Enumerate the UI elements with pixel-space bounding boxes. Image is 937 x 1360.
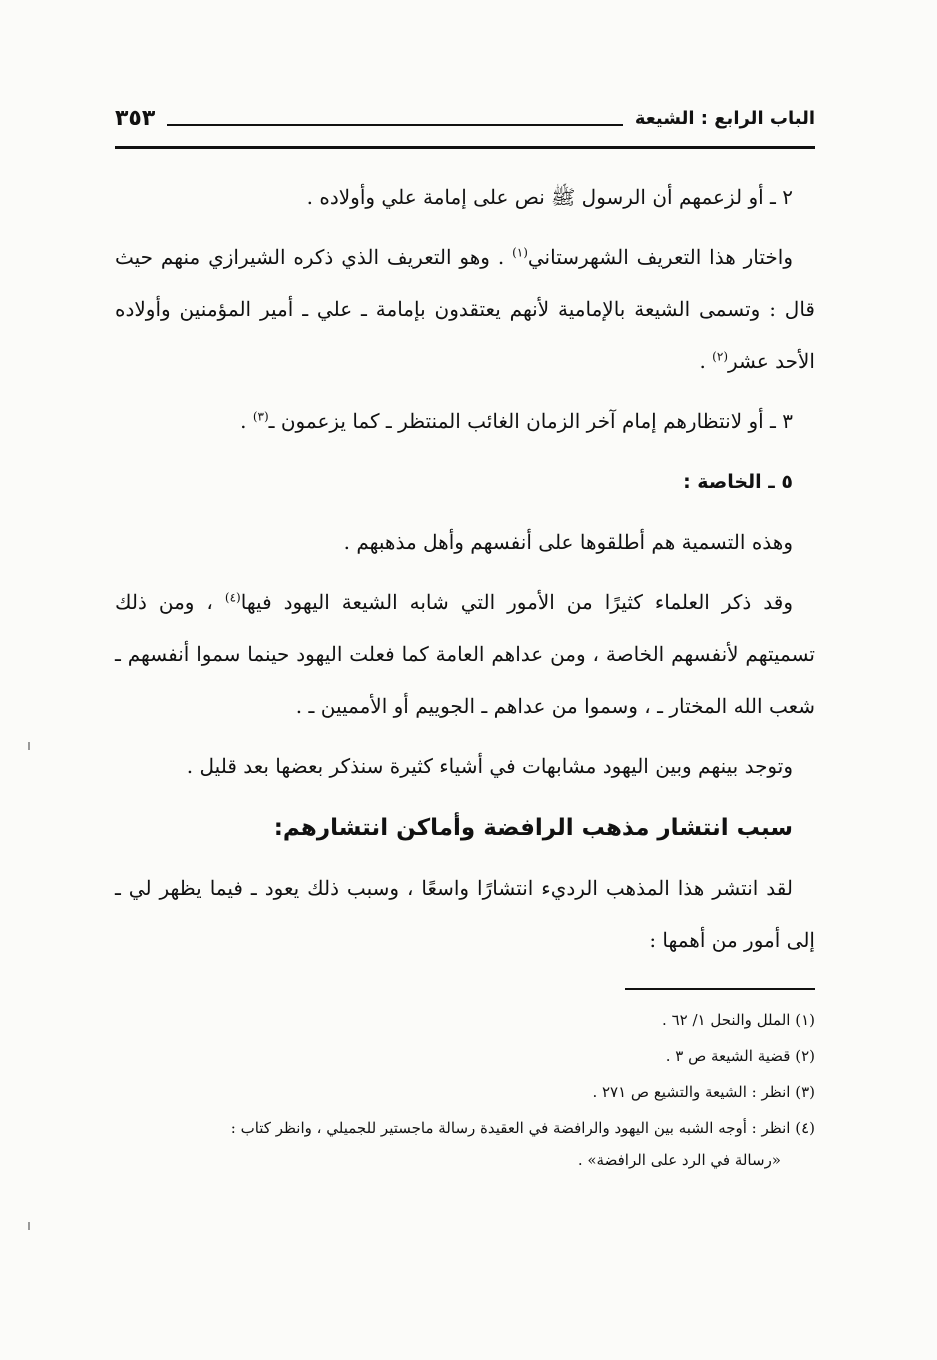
- scan-margin-mark: [28, 742, 30, 750]
- footnote: (٤) انظر : أوجه الشبه بين اليهود والرافضة في العقيدة رسالة ماجستير للجميلي ، وانظر كتاب :: [230, 1119, 815, 1137]
- footnote-ref: (٣): [252, 409, 269, 424]
- paragraph: لقد انتشر هذا المذهب الرديء انتشارًا واسعًا ، وسبب ذلك يعود ـ فيما يظهر لي ـ إلى أمور من أهمها :: [115, 876, 815, 952]
- body-text: [115, 171, 815, 966]
- paragraph: [115, 455, 815, 508]
- footnote: (٢) قضية الشيعة ص ٣ .: [665, 1047, 815, 1065]
- footnote-ref: (١): [512, 245, 528, 260]
- scan-margin-mark: [28, 1222, 30, 1230]
- section-title: سبب انتشار مذهب الرافضة وأماكن انتشارهم:: [273, 815, 793, 841]
- footnote: (١) الملل والنحل ١/ ٦٢ .: [662, 1011, 815, 1029]
- paragraph: ٣ ـ أو لانتظارهم إمام آخر الزمان الغائب المنتظر ـ كما يزعمون ـ$^{(٣)}$ .: [240, 409, 793, 433]
- header-rule: [115, 146, 815, 149]
- paragraph: واختار هذا التعريف الشهرستاني$^{(١)}$ . وهو التعريف الذي ذكره الشيرازي منهم حيث قال : وتسمى الشيعة بالإمامية لأنهم يعتقدون بإمامة ـ علي ـ أمير المؤمنين وأولاده الأحد عشر$^{(٢)}$ .: [115, 245, 815, 373]
- footnote-ref: (٤): [224, 590, 241, 605]
- page-number: ٣٥٣: [115, 105, 156, 131]
- paragraph: وتوجد بينهم وبين اليهود مشابهات في أشياء كثيرة سنذكر بعضها بعد قليل .: [186, 754, 793, 778]
- paragraph: وقد ذكر العلماء كثيرًا من الأمور التي شابه الشيعة اليهود فيها$^{(٤)}$ ، ومن ذلك تسميتهم لأنفسهم الخاصة ، ومن عداهم العامة كما فعلت اليهود حينما سموا أنفسهم ـ شعب الله المختار ـ ، وسموا من عداهم ـ الجوييم أو الأمميين ـ .: [115, 590, 815, 718]
- header-dash: [167, 124, 623, 126]
- footnote-ref: (٢): [712, 349, 728, 364]
- paragraph: ٢ ـ أو لزعمهم أن الرسول ﷺ نص على إمامة علي وأولاده .: [306, 185, 793, 209]
- footnote-rule: [625, 988, 815, 990]
- chapter-title: الباب الرابع : الشيعة: [634, 107, 815, 129]
- running-header: [115, 100, 815, 136]
- document-page: [115, 100, 815, 1178]
- footnotes: [115, 1002, 815, 1178]
- subheading: ٥ ـ الخاصة :: [683, 471, 793, 493]
- paragraph: وهذه التسمية هم أطلقوها على أنفسهم وأهل مذهبهم .: [343, 530, 793, 554]
- footnote-continuation: «رسالة في الرد على الرافضة» .: [577, 1151, 781, 1169]
- footnote: (٣) انظر : الشيعة والتشيع ص ٢٧١ .: [592, 1083, 815, 1101]
